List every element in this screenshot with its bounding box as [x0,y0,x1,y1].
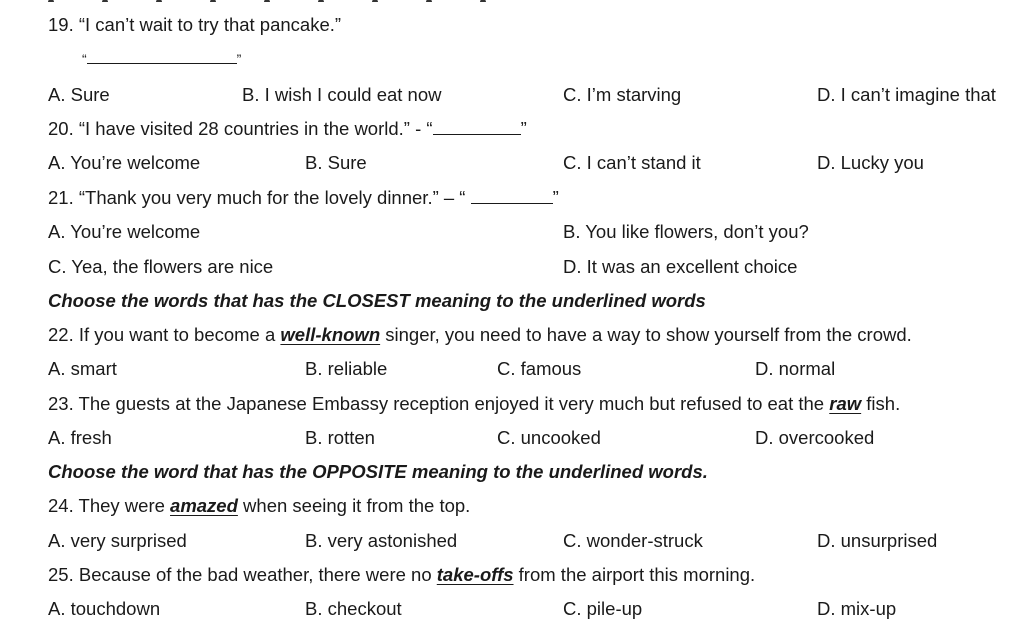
q20-option-c: C. I can’t stand it [563,152,701,173]
q25-option-c: C. pile-up [563,598,643,619]
q23-option-b: B. rotten [305,427,375,448]
q23-option-c: C. uncooked [497,427,601,448]
underlined-word: amazed [170,495,238,516]
q19-option-b: B. I wish I could eat now [242,84,442,105]
q22-before: 22. If you want to become a [48,324,281,345]
quote-close: ” [520,118,527,139]
q22-after: singer, you need to have a way to show yourself from the crowd. [380,324,912,345]
q20-option-a: A. You’re welcome [48,152,201,173]
quote-close: ” [236,51,242,67]
q20-text: 20. “I have visited 28 countries in the world.” - “ [48,118,433,139]
underlined-word: raw [829,393,862,414]
answer-blank [471,189,553,204]
q25-option-b: B. checkout [305,598,402,619]
q23-after: fish. [861,393,901,414]
q25-after: from the airport this morning. [513,564,756,585]
q25-option-d: D. mix-up [817,598,897,619]
q22-option-c: C. famous [497,358,582,379]
question-20-stem [48,118,527,140]
question-24-stem [48,495,470,517]
quote-open: “ [82,51,87,67]
q22-option-d: D. normal [755,358,836,379]
q23-option-d: D. overcooked [755,427,875,448]
underlined-word: well-known [280,324,381,345]
q19-option-c: C. I’m starving [563,84,682,105]
q25-option-a: A. touchdown [48,598,161,619]
q24-after: when seeing it from the top. [237,495,471,516]
question-19-stem: 19. “I can’t wait to try that pancake.” [48,14,342,35]
q19-option-d: D. I can’t imagine that [817,84,996,105]
question-22-stem [48,324,912,346]
question-23-stem [48,393,900,415]
q19-option-a: A. Sure [48,84,110,105]
q21-text: 21. “Thank you very much for the lovely dinner.” – “ [48,187,471,208]
answer-blank [433,120,521,135]
section-heading-closest: Choose the words that has the CLOSEST meaning to the underlined words [48,290,706,311]
q20-option-b: B. Sure [305,152,367,173]
q23-before: 23. The guests at the Japanese Embassy reception enjoyed it very much but refused to eat the [48,393,830,414]
q24-option-a: A. very surprised [48,530,187,551]
q21-option-a: A. You’re welcome [48,221,201,242]
q24-option-c: C. wonder-struck [563,530,703,551]
q22-option-b: B. reliable [305,358,388,379]
q21-option-b: B. You like flowers, don’t you? [563,221,809,242]
q23-option-a: A. fresh [48,427,112,448]
q24-before: 24. They were [48,495,171,516]
q25-before: 25. Because of the bad weather, there were no [48,564,437,585]
question-19-response [82,48,241,70]
section-heading-opposite: Choose the word that has the OPPOSITE meaning to the underlined words. [48,461,708,482]
q24-option-b: B. very astonished [305,530,458,551]
q21-option-c: C. Yea, the flowers are nice [48,256,274,277]
question-25-stem [48,564,755,586]
q21-option-d: D. It was an excellent choice [563,256,798,277]
quote-close: ” [552,187,559,208]
question-21-stem [48,187,559,209]
q24-option-d: D. unsurprised [817,530,938,551]
underlined-word: take-offs [436,564,514,585]
q22-option-a: A. smart [48,358,117,379]
answer-blank [87,49,237,64]
q20-option-d: D. Lucky you [817,152,924,173]
cropped-previous-line [48,0,648,2]
